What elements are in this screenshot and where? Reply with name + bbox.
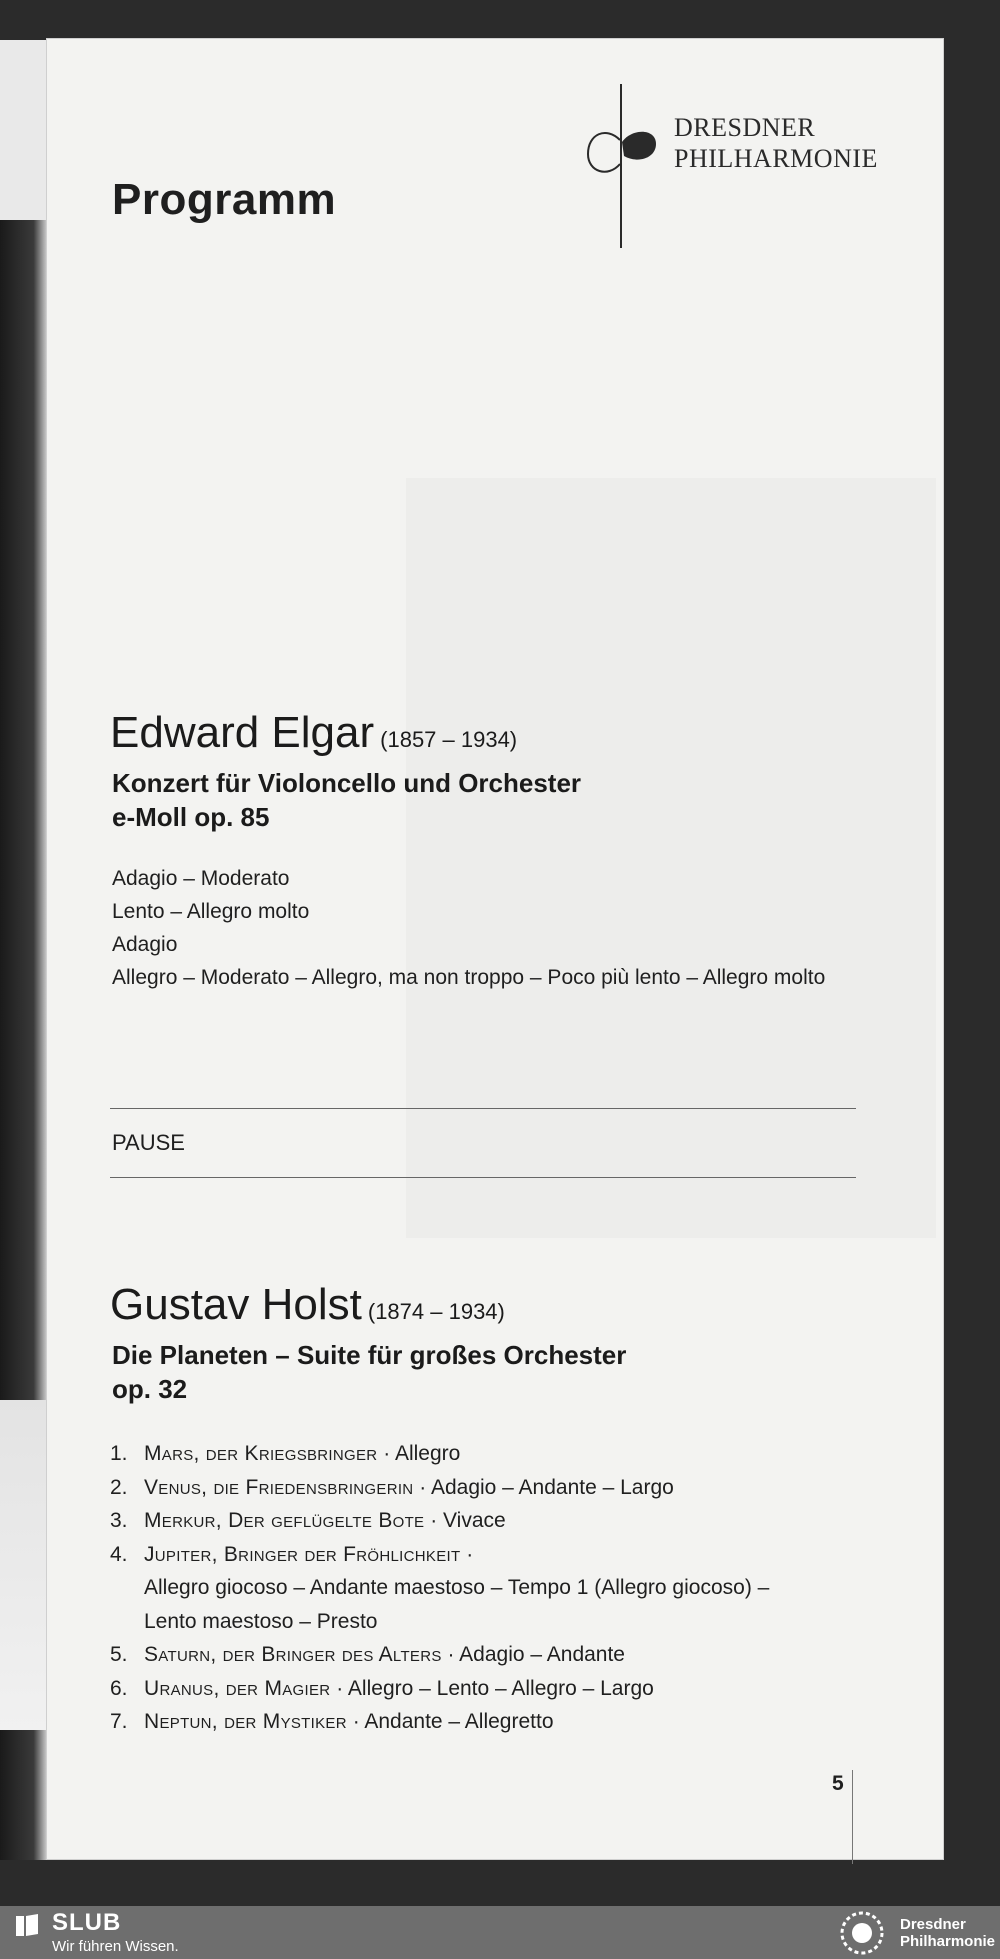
movement-number: 5. [110, 1643, 128, 1666]
slub-library-name[interactable]: SLUB [52, 1909, 122, 1936]
movement-name: Merkur, Der geflügelte Bote [144, 1509, 425, 1532]
movement-number: 3. [110, 1509, 128, 1532]
movement-tempo: · Adagio – Andante – Largo [413, 1475, 674, 1499]
work-title-line: op. 32 [112, 1374, 188, 1404]
composer-dates: (1857 – 1934) [380, 727, 518, 752]
movement-item: Allegro – Moderato – Allegro, ma non troppo – Poco più lento – Allegro molto [112, 966, 826, 989]
movement-continuation: Allegro giocoso – Andante maestoso – Tempo 1 (Allegro giocoso) – [144, 1576, 770, 1599]
divider-bottom [110, 1177, 856, 1178]
composer-name [110, 1280, 505, 1330]
movement-name: Uranus, der Magier [144, 1676, 331, 1700]
movement-name: Neptun, der Mystiker [144, 1710, 347, 1733]
intermission-label: PAUSE [112, 1130, 185, 1155]
composer-name-text: Edward Elgar [110, 708, 375, 757]
movement-tempo: · Allegro [377, 1442, 461, 1465]
dp-monogram-icon [580, 84, 660, 248]
movement-number: 7. [110, 1710, 128, 1733]
slub-book-icon[interactable] [14, 1912, 40, 1938]
partner-name-line-1: Dresdner [900, 1916, 966, 1933]
work-title-line: e-Moll op. 85 [112, 802, 270, 832]
movement-continuation: Lento maestoso – Presto [144, 1609, 378, 1633]
movement-number: 4. [110, 1542, 128, 1566]
movement-name: Mars, der Kriegsbringer [144, 1442, 378, 1465]
movement-tempo: · Vivace [424, 1509, 506, 1532]
movement-item [110, 1437, 769, 1471]
movement-name: Jupiter, Bringer der Fröhlichkeit [144, 1542, 461, 1566]
movement-number: 2. [110, 1475, 128, 1499]
work-title-line: Konzert für Violoncello und Orchester [112, 768, 582, 798]
page-title: Programm [112, 175, 337, 224]
work-title-line: Die Planeten – Suite für großes Orchester [112, 1340, 627, 1370]
movement-number: 6. [110, 1676, 128, 1700]
movement-number: 1. [110, 1442, 128, 1465]
movement-item [110, 1638, 769, 1672]
show-through-shadow [406, 478, 936, 1238]
movement-name: Venus, die Friedensbringerin [144, 1475, 414, 1499]
movement-tempo: · Adagio – Andante [441, 1643, 625, 1666]
composer-name [110, 708, 517, 758]
viewer-footer-bar [0, 1906, 1000, 1959]
movement-item [110, 1504, 769, 1538]
partner-name[interactable] [900, 1916, 995, 1950]
scan-page-edge-top [0, 40, 48, 220]
movement-list [112, 862, 825, 994]
movement-item: Lento – Allegro molto [112, 900, 310, 923]
logo-line-2: PHILHARMONIE [674, 144, 878, 173]
page-number: 5 [832, 1772, 844, 1795]
movement-tempo: · Andante – Allegretto [346, 1710, 554, 1733]
planet-movement-list [110, 1437, 769, 1739]
movement-item: Adagio [112, 933, 178, 956]
movement-item: Adagio – Moderato [112, 867, 290, 890]
scan-page-edge-bottom [0, 1400, 48, 1730]
composer-dates: (1874 – 1934) [367, 1299, 505, 1324]
dresdner-philharmonie-emblem-icon[interactable] [838, 1910, 886, 1956]
partner-name-line-2: Philharmonie [900, 1933, 996, 1950]
divider-top [110, 1108, 856, 1109]
movement-tempo: · [460, 1542, 474, 1566]
movement-item [110, 1538, 769, 1572]
composer-name-text: Gustav Holst [110, 1280, 362, 1329]
page-number-tick [852, 1770, 853, 1864]
dresdner-philharmonie-logo [674, 112, 878, 174]
logo-line-1: DRESDNER [674, 113, 816, 142]
work-title [112, 766, 581, 834]
movement-item [110, 1471, 769, 1505]
movement-tempo: · Allegro – Lento – Allegro – Largo [330, 1676, 654, 1700]
movement-name: Saturn, der Bringer des Alters [144, 1643, 442, 1666]
slub-slogan: Wir führen Wissen. [52, 1938, 179, 1955]
movement-item [110, 1705, 769, 1739]
work-title [112, 1338, 626, 1406]
movement-item [110, 1672, 769, 1706]
